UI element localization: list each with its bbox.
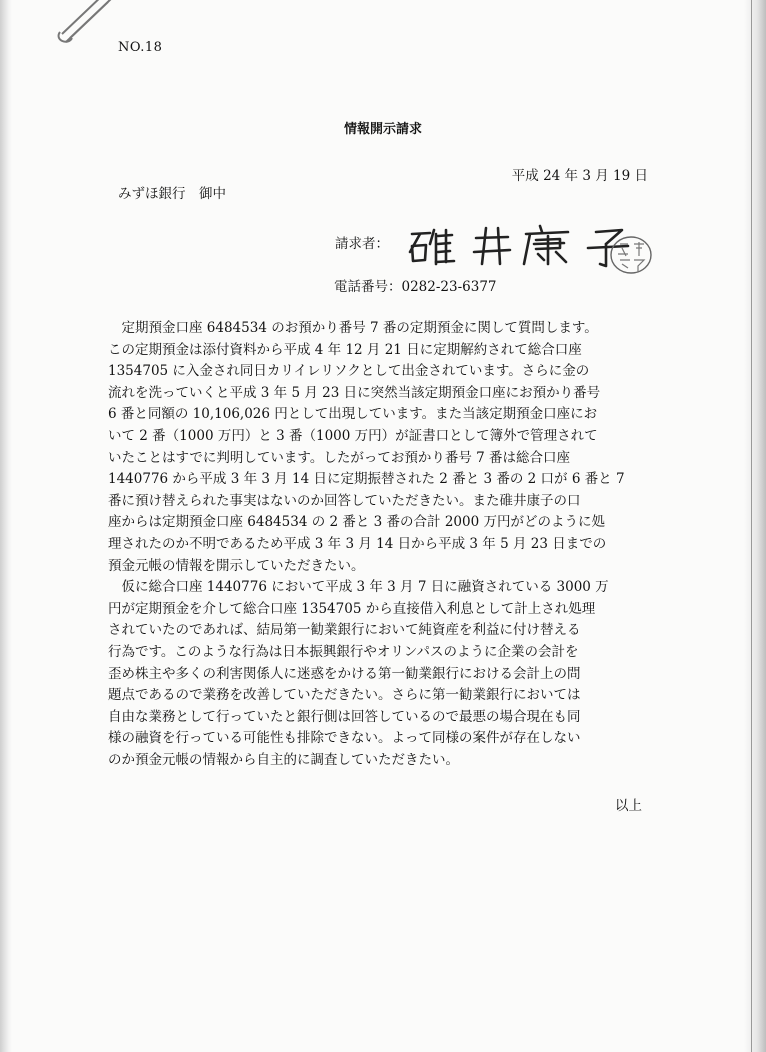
requester-label: 請求者： [335, 236, 389, 252]
scan-edge-right [744, 0, 766, 1052]
scan-edge-left [0, 0, 12, 1052]
body-line: いたことはすでに判明しています。したがってお預かり番号 7 番は総合口座 [108, 449, 570, 466]
body-line: 6 番と同額の 10,106,026 円として出現しています。また当該定期預金口座にお [108, 406, 598, 423]
body-line: 仮に総合口座 1440776 において平成 3 年 3 月 7 日に融資されている 3000 万 [108, 579, 609, 596]
body-line: 預金元帳の情報を開示していただきたい。 [108, 557, 365, 574]
body-line: 自由な業務として行っていたと銀行側は回答しているので最悪の場合現在も同 [108, 708, 581, 725]
body-line: この定期預金は添付資料から平成 4 年 12 月 21 日に定期解約されて総合口座 [108, 341, 582, 358]
body-line: されていたのであれば、結局第一勧業銀行において純資産を利益に付け替える [108, 622, 581, 639]
paper-clip-icon [8, 0, 118, 44]
body-line: 番に預け替えられた事実はないのか回答していただきたい。また碓井康子の口 [108, 492, 581, 509]
body-line: のか預金元帳の情報から自主的に調査していただきたい。 [108, 751, 459, 768]
body-text [108, 318, 668, 771]
seal-stamp-icon [608, 234, 654, 276]
body-line: 流れを洗っていくと平成 3 年 5 月 23 日に突然当該定期預金口座にお預かり番号 [108, 384, 601, 401]
scan-edge-line [751, 0, 752, 1052]
body-line: 様の融資を行っている可能性も排除できない。よって同様の案件が存在しない [108, 730, 581, 747]
body-line: いて 2 番（1000 万円）と 3 番（1000 万円）が証書口として簿外で管理されて [108, 427, 598, 444]
requester-phone: 電話番号：0282-23-6377 [334, 279, 497, 295]
body-line: 座からは定期預金口座 6484534 の 2 番と 3 番の合計 2000 万円がどのように処 [108, 514, 605, 531]
body-line: 定期預金口座 6484534 のお預かり番号 7 番の定期預金に関して質問します。 [108, 320, 598, 336]
body-line: 円が定期預金を介して総合口座 1354705 から直接借入利息として計上され処理 [108, 600, 596, 617]
addressee: みずほ銀行 御中 [118, 186, 226, 202]
document-date: 平成 24 年 3 月 19 日 [511, 168, 648, 184]
body-line: 歪め株主や多くの利害関係人に迷惑をかける第一勧業銀行における会計上の問 [108, 665, 581, 682]
closing-mark: 以上 [615, 798, 642, 814]
page-title: 情報開示請求 [343, 122, 422, 137]
body-line: 題点であるので業務を改善していただきたい。さらに第一勧業銀行においては [108, 687, 581, 704]
body-line: 行為です。このような行為は日本振興銀行やオリンパスのように企業の会計を [108, 643, 579, 660]
body-line: 1354705 に入金され同日カリイレリソクとして出金されています。さらに金の [108, 363, 590, 380]
document-number: NO.18 [118, 40, 163, 55]
body-line: 1440776 から平成 3 年 3 月 14 日に定期振替された 2 番と 3 番の 2 口が 6 番と 7 [108, 471, 625, 488]
body-line: 理されたのか不明であるため平成 3 年 3 月 14 日から平成 3 年 5 月 23 日までの [108, 535, 607, 552]
